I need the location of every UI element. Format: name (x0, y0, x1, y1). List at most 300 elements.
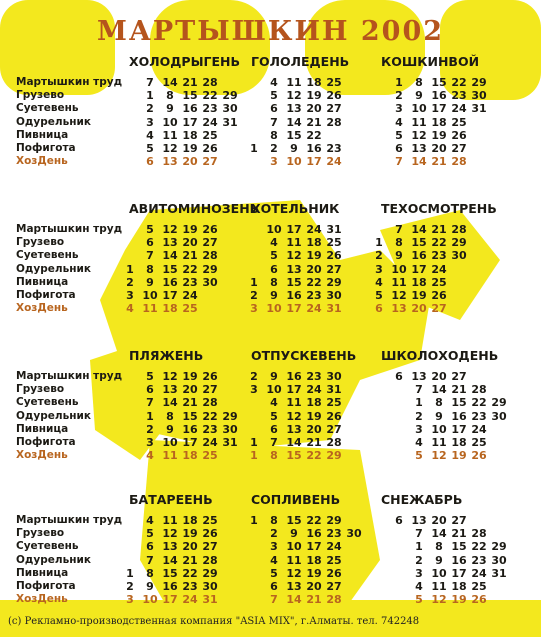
day-number: 17 (431, 102, 447, 116)
day-number: 29 (222, 409, 238, 423)
weekday-row (0, 289, 541, 302)
day-number: 7 (146, 553, 154, 567)
day-number: 22 (182, 566, 198, 580)
day-number: 18 (306, 396, 322, 410)
day-number: 17 (162, 289, 178, 302)
day-number: 4 (146, 128, 154, 142)
day-number: 14 (162, 553, 178, 567)
day-number: 16 (451, 409, 467, 423)
day-number: 19 (451, 593, 467, 607)
day-number: 20 (431, 514, 447, 527)
day-number: 22 (306, 128, 322, 142)
day-number: 24 (326, 540, 342, 554)
day-number: 22 (306, 449, 322, 463)
day-number: 3 (250, 302, 258, 316)
weekday-label: Одурельник (16, 115, 91, 128)
day-number: 27 (202, 383, 218, 397)
day-number: 22 (306, 514, 322, 527)
weekday-row (0, 142, 541, 155)
day-number: 3 (395, 102, 403, 116)
day-number: 11 (411, 115, 427, 129)
day-number: 12 (411, 128, 427, 142)
day-number: 21 (182, 396, 198, 410)
day-number: 28 (451, 223, 467, 236)
day-number: 18 (306, 76, 322, 89)
day-number: 1 (146, 89, 154, 103)
weekday-row (0, 249, 541, 262)
weekday-label: Грузево (16, 383, 65, 396)
day-number: 11 (162, 128, 178, 142)
weekday-label: Суетевень (16, 540, 79, 553)
day-number: 2 (415, 409, 423, 423)
day-number: 7 (146, 76, 154, 89)
month-name: КОШКИНВОЙ (381, 54, 480, 69)
day-number: 15 (286, 128, 302, 142)
day-number: 26 (471, 449, 487, 463)
day-number: 16 (286, 289, 302, 302)
day-number: 11 (431, 436, 447, 449)
day-number: 7 (270, 115, 278, 129)
day-number: 24 (306, 383, 322, 397)
day-number: 27 (326, 102, 342, 116)
day-number: 10 (162, 436, 178, 449)
day-number: 2 (146, 102, 154, 116)
day-number: 12 (286, 566, 302, 580)
day-number: 16 (411, 249, 427, 263)
weekday-label: Одурельник (16, 409, 91, 422)
month-name: АВИТОМИНОЗЕНЬ (129, 201, 260, 216)
day-number: 12 (286, 409, 302, 423)
day-number: 12 (162, 142, 178, 155)
day-number: 26 (431, 289, 447, 302)
day-number: 23 (202, 102, 218, 116)
day-number: 10 (142, 289, 158, 302)
day-number: 28 (471, 383, 487, 397)
day-number: 12 (391, 289, 407, 302)
day-number: 31 (491, 566, 507, 580)
day-number: 29 (326, 514, 342, 527)
day-number: 25 (471, 580, 487, 593)
day-number: 13 (411, 370, 427, 383)
day-number: 30 (326, 289, 342, 302)
weekday-row (0, 129, 541, 142)
day-number: 25 (451, 115, 467, 129)
day-number: 28 (202, 249, 218, 263)
day-number: 9 (270, 289, 278, 302)
weekday-row (0, 396, 541, 409)
day-number: 17 (306, 155, 322, 169)
day-number: 29 (491, 540, 507, 554)
day-number: 14 (286, 436, 302, 449)
weekday-label: Пофигота (16, 142, 76, 154)
weekday-row (0, 116, 541, 129)
day-number: 8 (146, 566, 154, 580)
day-number: 4 (270, 553, 278, 567)
day-number: 19 (451, 449, 467, 463)
day-number: 29 (326, 449, 342, 463)
day-number: 20 (182, 540, 198, 554)
day-number: 22 (471, 396, 487, 410)
day-number: 27 (431, 302, 447, 316)
day-number: 13 (286, 580, 302, 593)
day-number: 31 (222, 436, 238, 449)
day-number: 8 (435, 396, 443, 410)
day-number: 26 (471, 593, 487, 607)
weekday-row (0, 223, 541, 236)
day-number: 13 (411, 514, 427, 527)
day-number: 7 (395, 223, 403, 236)
day-number: 7 (270, 436, 278, 449)
day-number: 19 (411, 289, 427, 302)
day-number: 2 (270, 142, 278, 155)
day-number: 20 (306, 102, 322, 116)
day-number: 25 (202, 449, 218, 463)
day-number: 15 (286, 514, 302, 527)
day-number: 6 (395, 370, 403, 383)
day-number: 23 (431, 249, 447, 263)
weekday-row (0, 76, 541, 89)
weekday-row (0, 370, 541, 383)
day-number: 13 (162, 383, 178, 397)
day-number: 31 (222, 115, 238, 129)
day-number: 6 (146, 540, 154, 554)
day-number: 18 (306, 553, 322, 567)
day-number: 22 (431, 236, 447, 250)
month-name: ХОТЕЛЬНИК (251, 201, 340, 216)
day-number: 30 (326, 370, 342, 383)
weekday-label: ХозДень (16, 593, 68, 606)
day-number: 10 (266, 302, 282, 316)
day-number: 23 (471, 553, 487, 567)
day-number: 2 (250, 289, 258, 302)
weekday-label: Суетевень (16, 249, 79, 262)
day-number: 25 (326, 553, 342, 567)
day-number: 3 (126, 593, 134, 607)
day-number: 1 (250, 449, 258, 463)
day-number: 27 (451, 370, 467, 383)
month-name: ПЛЯЖЕНЬ (129, 348, 204, 363)
day-number: 23 (326, 527, 342, 541)
day-number: 24 (326, 155, 342, 169)
day-number: 24 (202, 115, 218, 129)
day-number: 10 (411, 102, 427, 116)
weekday-label: Мартышкин труд (16, 223, 123, 235)
weekday-row (0, 410, 541, 423)
day-number: 11 (431, 580, 447, 593)
day-number: 17 (286, 223, 302, 236)
day-number: 21 (182, 76, 198, 89)
day-number: 7 (415, 527, 423, 541)
month-name: СНЕЖАБРЬ (381, 492, 463, 507)
day-number: 28 (451, 155, 467, 169)
day-number: 24 (431, 262, 447, 276)
day-number: 5 (146, 370, 154, 383)
day-number: 18 (182, 449, 198, 463)
day-number: 17 (451, 566, 467, 580)
day-number: 2 (270, 527, 278, 541)
day-number: 6 (270, 422, 278, 436)
day-number: 10 (162, 115, 178, 129)
day-number: 18 (306, 236, 322, 250)
day-number: 26 (326, 409, 342, 423)
day-number: 11 (286, 236, 302, 250)
day-number: 27 (326, 422, 342, 436)
day-number: 13 (162, 540, 178, 554)
day-number: 24 (471, 422, 487, 436)
day-number: 6 (270, 262, 278, 276)
day-number: 14 (431, 527, 447, 541)
day-number: 8 (435, 540, 443, 554)
day-number: 31 (326, 223, 342, 236)
day-number: 23 (451, 89, 467, 103)
month-name: ХОЛОДРЫГЕНЬ (129, 54, 241, 69)
month-name: ОТПУСКЕВЕНЬ (251, 348, 357, 363)
day-number: 16 (162, 580, 178, 593)
day-number: 22 (306, 275, 322, 289)
day-number: 27 (202, 155, 218, 169)
day-number: 4 (146, 449, 154, 463)
day-number: 17 (182, 115, 198, 129)
day-number: 2 (250, 370, 258, 383)
day-number: 26 (202, 370, 218, 383)
day-number: 23 (182, 275, 198, 289)
day-number: 4 (146, 514, 154, 527)
weekday-row (0, 89, 541, 102)
day-number: 11 (391, 275, 407, 289)
day-number: 15 (286, 275, 302, 289)
day-number: 12 (162, 527, 178, 541)
day-number: 17 (411, 262, 427, 276)
day-number: 3 (375, 262, 383, 276)
day-number: 7 (395, 155, 403, 169)
day-number: 11 (162, 449, 178, 463)
day-number: 18 (182, 128, 198, 142)
day-number: 21 (306, 436, 322, 449)
day-number: 28 (326, 436, 342, 449)
day-number: 10 (286, 540, 302, 554)
day-number: 6 (146, 383, 154, 397)
day-number: 2 (415, 553, 423, 567)
day-number: 28 (326, 115, 342, 129)
day-number: 20 (411, 302, 427, 316)
day-number: 5 (415, 449, 423, 463)
weekday-row (0, 527, 541, 540)
day-number: 13 (286, 422, 302, 436)
day-number: 15 (162, 566, 178, 580)
day-number: 27 (202, 236, 218, 250)
day-number: 9 (435, 409, 443, 423)
day-number: 21 (451, 527, 467, 541)
day-number: 26 (202, 223, 218, 236)
footer-credit: (c) Рекламно-производственная компания "ASIA MIX", г.Алматы. тел. 742248 (8, 616, 420, 627)
day-number: 11 (142, 302, 158, 316)
day-number: 5 (270, 249, 278, 263)
day-number: 21 (431, 223, 447, 236)
day-number: 17 (306, 540, 322, 554)
day-number: 15 (431, 76, 447, 89)
day-number: 13 (286, 102, 302, 116)
day-number: 4 (395, 115, 403, 129)
weekday-row (0, 554, 541, 567)
day-number: 29 (491, 396, 507, 410)
day-number: 9 (146, 580, 154, 593)
day-number: 6 (270, 580, 278, 593)
day-number: 27 (451, 514, 467, 527)
day-number: 22 (202, 409, 218, 423)
day-number: 20 (431, 370, 447, 383)
day-number: 10 (266, 383, 282, 397)
day-number: 2 (395, 89, 403, 103)
day-number: 3 (146, 436, 154, 449)
day-number: 21 (306, 115, 322, 129)
month-name: ТЕХОСМОТРЕНЬ (381, 201, 497, 216)
day-number: 15 (451, 540, 467, 554)
day-number: 9 (166, 102, 174, 116)
day-number: 31 (326, 302, 342, 316)
weekday-row (0, 449, 541, 462)
day-number: 5 (146, 142, 154, 155)
day-number: 16 (286, 370, 302, 383)
day-number: 8 (166, 409, 174, 423)
day-number: 14 (286, 593, 302, 607)
day-number: 23 (306, 289, 322, 302)
day-number: 24 (306, 302, 322, 316)
day-number: 2 (126, 275, 134, 289)
day-number: 10 (266, 223, 282, 236)
weekday-row (0, 236, 541, 249)
day-number: 27 (326, 580, 342, 593)
weekday-label: Мартышкин труд (16, 76, 123, 88)
day-number: 4 (415, 580, 423, 593)
day-number: 8 (270, 128, 278, 142)
day-number: 23 (202, 422, 218, 436)
day-number: 30 (202, 580, 218, 593)
weekday-label: Мартышкин труд (16, 370, 123, 382)
weekday-row (0, 263, 541, 276)
day-number: 4 (270, 236, 278, 250)
day-number: 4 (270, 76, 278, 89)
day-number: 22 (182, 262, 198, 276)
weekday-row (0, 423, 541, 436)
day-number: 20 (431, 142, 447, 155)
day-number: 7 (146, 396, 154, 410)
day-number: 12 (286, 249, 302, 263)
day-number: 1 (126, 566, 134, 580)
day-number: 1 (126, 262, 134, 276)
day-number: 25 (326, 236, 342, 250)
day-number: 24 (451, 102, 467, 116)
day-number: 3 (415, 566, 423, 580)
day-number: 6 (395, 514, 403, 527)
day-number: 26 (326, 249, 342, 263)
day-number: 25 (431, 275, 447, 289)
day-number: 8 (270, 275, 278, 289)
day-number: 19 (182, 142, 198, 155)
day-number: 10 (391, 262, 407, 276)
day-number: 20 (182, 383, 198, 397)
day-number: 31 (202, 593, 218, 607)
day-number: 26 (326, 566, 342, 580)
day-number: 10 (142, 593, 158, 607)
day-number: 21 (182, 553, 198, 567)
weekday-label: Пивница (16, 422, 69, 435)
weekday-label: Пивница (16, 128, 69, 141)
day-number: 26 (451, 128, 467, 142)
day-number: 28 (471, 527, 487, 541)
day-number: 27 (202, 540, 218, 554)
day-number: 14 (286, 115, 302, 129)
day-number: 24 (471, 566, 487, 580)
weekday-row (0, 514, 541, 527)
day-number: 10 (431, 422, 447, 436)
day-number: 20 (306, 422, 322, 436)
day-number: 6 (146, 236, 154, 250)
day-number: 19 (182, 370, 198, 383)
day-number: 31 (471, 102, 487, 116)
day-number: 3 (415, 422, 423, 436)
weekday-label: Пофигота (16, 289, 76, 301)
day-number: 15 (182, 89, 198, 103)
day-number: 18 (162, 302, 178, 316)
weekday-label: ХозДень (16, 155, 68, 168)
day-number: 28 (326, 593, 342, 607)
day-number: 11 (286, 76, 302, 89)
day-number: 6 (146, 155, 154, 169)
day-number: 15 (162, 262, 178, 276)
day-number: 30 (222, 102, 238, 116)
day-number: 12 (162, 370, 178, 383)
day-number: 12 (286, 89, 302, 103)
day-number: 4 (415, 436, 423, 449)
month-name: СОПЛИВЕНЬ (251, 492, 341, 507)
day-number: 9 (166, 422, 174, 436)
weekday-label: Суетевень (16, 102, 79, 115)
day-number: 29 (222, 89, 238, 103)
day-number: 28 (202, 396, 218, 410)
day-number: 4 (375, 275, 383, 289)
day-number: 1 (250, 275, 258, 289)
weekday-label: ХозДень (16, 302, 68, 315)
day-number: 16 (182, 422, 198, 436)
day-number: 8 (146, 262, 154, 276)
weekday-row (0, 155, 541, 168)
day-number: 18 (411, 275, 427, 289)
day-number: 2 (375, 249, 383, 263)
day-number: 30 (451, 249, 467, 263)
day-number: 18 (451, 436, 467, 449)
day-number: 8 (395, 236, 403, 250)
day-number: 4 (270, 396, 278, 410)
day-number: 2 (126, 580, 134, 593)
day-number: 19 (182, 527, 198, 541)
day-number: 17 (182, 436, 198, 449)
weekday-label: Одурельник (16, 262, 91, 275)
day-number: 7 (270, 593, 278, 607)
weekday-row (0, 276, 541, 289)
day-number: 1 (250, 142, 258, 155)
day-number: 16 (451, 553, 467, 567)
day-number: 1 (395, 76, 403, 89)
day-number: 22 (202, 89, 218, 103)
day-number: 20 (182, 155, 198, 169)
weekday-label: Пофигота (16, 580, 76, 592)
day-number: 25 (471, 436, 487, 449)
weekday-label: Пивница (16, 275, 69, 288)
day-number: 25 (202, 128, 218, 142)
day-number: 16 (182, 102, 198, 116)
day-number: 5 (375, 289, 383, 302)
day-number: 13 (411, 142, 427, 155)
